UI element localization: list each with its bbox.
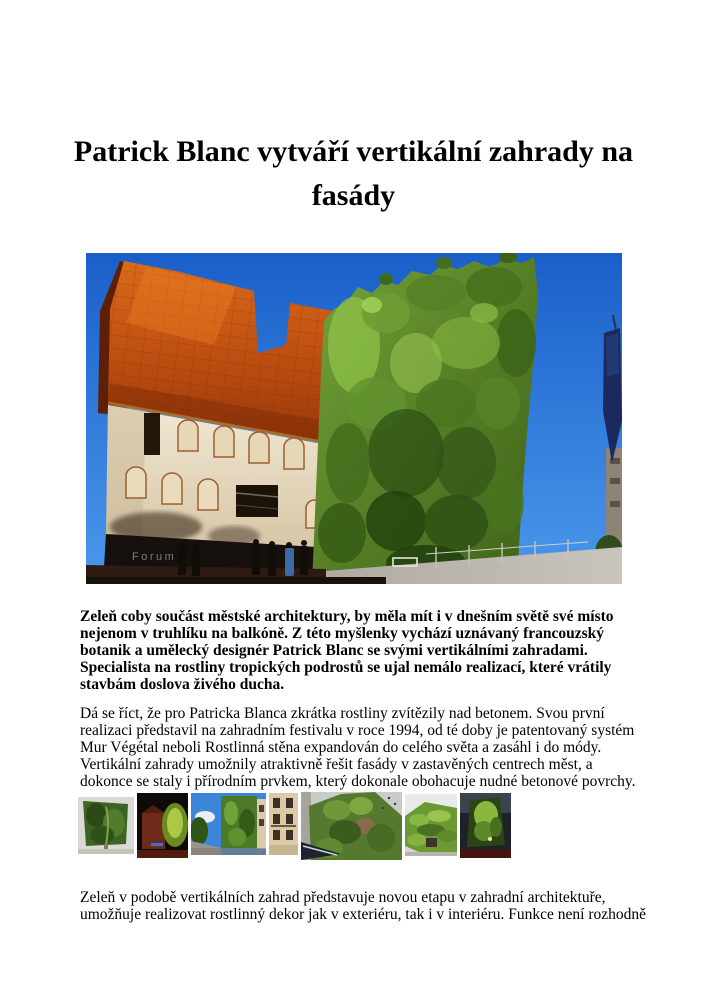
page-title-text: Patrick Blanc vytváří vertikální zahrady na fasády [73,135,634,213]
thumbnail-night-green-wall [460,793,511,858]
body-paragraph-1: Dá se říct, že pro Patricka Blanca zkrátka rostliny zvítězily nad betonem. Svou první realizaci představil na zahradním festivalu v roce 1994, od té doby je patentovaný systém Mur Végétal neboli Rostlinná stěna expandován do celého světa a zasáhl i do módy. Vertikální zahrady umožnily atraktivně řešit fasády v zastavěných centrech měst, a dokonce se staly i přírodním prvkem, který dokonale obohacuje nudné betonové povrchy. [80,704,636,791]
forum-sign-text: Forum [132,551,177,563]
vertical-garden-wall [312,253,538,584]
thumbnail-green-wall-closeup [301,792,402,860]
thumbnail-terraced-green-slope [405,794,457,856]
page-title [0,130,707,218]
thumbnail-ivy-street-facade [191,793,266,855]
thumbnail-night-brick-green-wall [137,793,188,858]
lead-paragraph: Zeleň coby součást městské architektury, by měla mít i v dnešním světě své místo nejenom v truhlíku na balkóně. Z této myšlenky vychází uznávaný francouzský botanik a umělecký designér Patrick Blanc se svými vertikálními zahradami. Specialista na rostliny tropických podrostů se ujal nemálo realizací, které vrátily stavbám doslova živého ducha. [80,607,614,694]
body-paragraph-2: Zeleň v podobě vertikálních zahrad představuje novou etapu v zahradní architektuře, umožňuje realizovat rostlinný dekor jak v exteriéru, tak i v interiéru. Funkce není rozhodně [80,888,646,923]
main-photo-vertical-garden [86,253,622,584]
thumbnail-paris-facade [269,793,298,855]
thumbnail-strip [78,792,511,860]
thumbnail-vertical-garden-tree [78,797,134,854]
